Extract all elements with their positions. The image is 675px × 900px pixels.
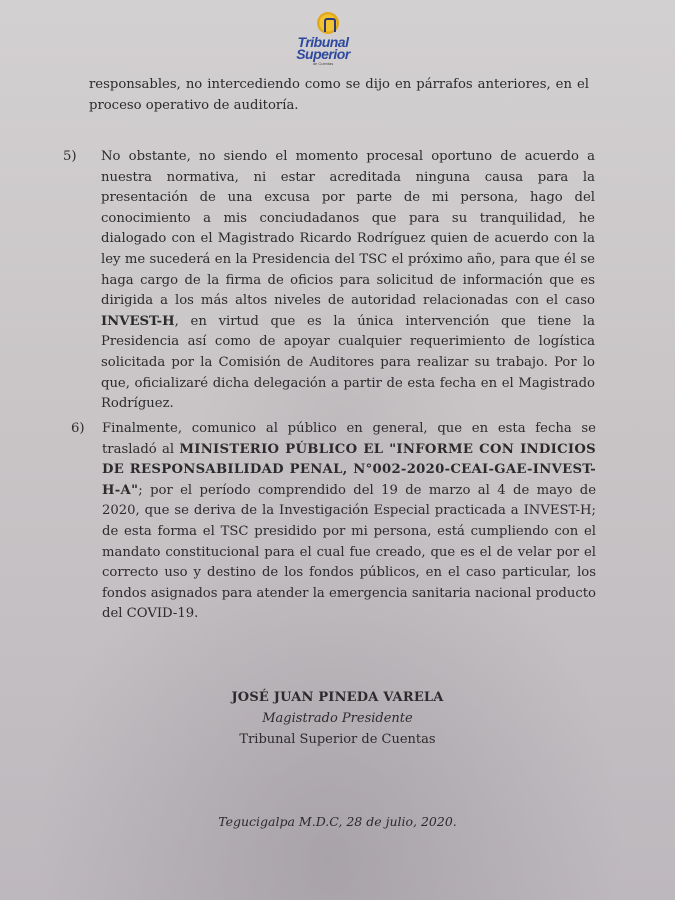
tsc-logo [283,10,363,66]
item-body [102,419,596,625]
signatory-title: Magistrado Presidente [262,711,413,726]
signatory-organization: Tribunal Superior de Cuentas [239,732,436,747]
item-bold-text: INVEST-H [101,313,175,329]
intro-paragraph: responsables, no intercediendo como se dijo en párrafos anteriores, en el proceso operativo de auditoría. [89,77,589,113]
signatory-name: JOSÉ JUAN PINEDA VARELA [231,690,444,705]
sun-emblem-icon [317,12,339,34]
item-text: ; por el período comprendido del 19 de marzo al 4 de mayo de 2020, que se deriva de la Investigación Especial practicada a INVEST-H; de esta forma el TSC presidido por mi persona, está cumpliendo con el mandato constitucional para el cual fue creado, que es el de velar por el correcto uso y destino de los fondos públicos, en el caso particular, los fondos asignados para atender la emergencia sanitaria nacional producto del COVID-19. [102,482,596,622]
date-line: Tegucigalpa M.D.C, 28 de julio, 2020. [218,814,457,829]
logo-text-line1: Tribunal [297,34,349,50]
logo-text-line3: de Cuentas [312,61,334,66]
item-number: 6) [71,421,85,436]
item-text: No obstante, no siendo el momento procesal oportuno de acuerdo a nuestra normativa, ni estar acreditada ninguna causa para la presentación de una excusa por parte de mi persona, hago del conocimiento a mis conciudadanos que para su tranquilidad, he dialogado con el Magistrado Ricardo Rodríguez quien de acuerdo con la ley me sucederá en la Presidencia del TSC el próximo año, para que él se haga cargo de la firma de oficios para solicitud de información que es dirigida a los más altos niveles de autoridad relacionadas con el caso [101,149,595,309]
item-text: , en virtud que es la única intervención que tiene la Presidencia así como de apoyar cualquier requerimiento de logística solicitada por la Comisión de Auditores para realizar su trabajo. Por lo que, oficializaré dicha delegación a partir de esta fecha en el Magistrado Rodríguez. [101,313,595,412]
item-body [101,147,595,415]
item-number: 5) [63,149,77,164]
item-bold-text: MINISTERIO PÚBLICO EL "INFORME CON INDICIOS DE RESPONSABILIDAD PENAL, N°002-2020-CEAI-GAE-INVEST-H-A" [102,441,596,498]
logo-text-line2: Superior [296,46,350,62]
item-text: Finalmente, comunico al público en general, que en esta fecha se trasladó al [102,421,596,457]
